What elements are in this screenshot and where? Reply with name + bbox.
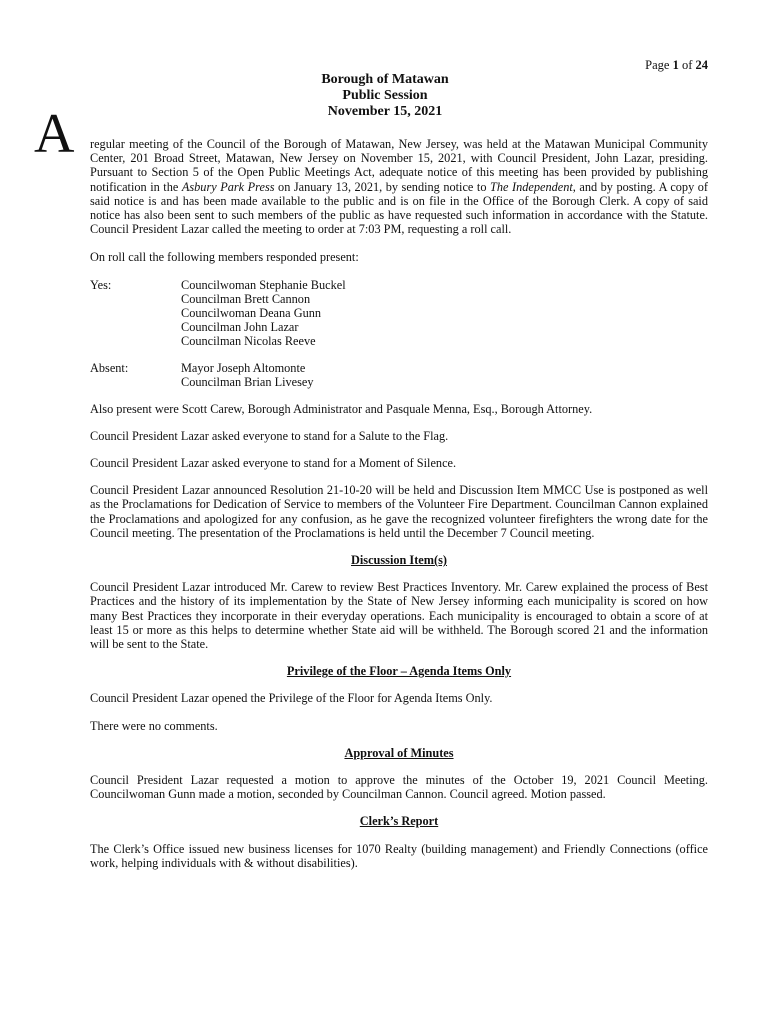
intro-paragraph: regular meeting of the Council of the Borough of Matawan, New Jersey, was held at the Matawan Municipal Community Center, 201 Broad Street, Matawan, New Jersey on November 15, 2021, with Council President, John Lazar, presiding. Pursuant to Section 5 of the Open Public Meetings Act, adequate notice of this meeting has been provided by publishing notification in the Asbury Park Press on January 13, 2021, by sending notice to The Independent, and by posting. A copy of said notice is and has been made available to the public and is on file in the Office of the Borough Clerk. A copy of said notice has also been sent to such members of the public as have requested such information in accordance with the Statute. Council President Lazar called the meeting to order at 7:03 PM, requesting a roll call. xyxy=(90,137,709,237)
drop-cap: A xyxy=(34,103,75,165)
member-name: Councilman Brett Cannon xyxy=(181,291,311,306)
roll-yes-label: Yes: xyxy=(90,277,112,292)
roll-absent-names xyxy=(181,361,314,389)
member-name: Councilman Nicolas Reeve xyxy=(181,333,316,348)
member-name: Councilman John Lazar xyxy=(181,319,299,334)
title-line-2: Public Session xyxy=(342,88,428,103)
roll-absent xyxy=(90,361,708,389)
member-name: Councilwoman Deana Gunn xyxy=(181,305,322,320)
privilege-heading: Privilege of the Floor – Agenda Items Only xyxy=(286,664,512,679)
document-body xyxy=(90,137,708,883)
roll-yes-names xyxy=(181,278,346,348)
discussion-heading: Discussion Item(s) xyxy=(351,553,447,568)
resolution-paragraph: Council President Lazar announced Resolution 21-10-20 will be held and Discussion Item MMCC Use is postponed as well as the Proclamations for Dedication of Service to members of the Volunteer Fire Department. Councilman Cannon explained the Proclamations and apologized for any confusion, as he gave the recognized volunteer firefighters the wrong date for the Council meeting. The presentation of the Proclamations is held until the December 7 Council meeting. xyxy=(90,483,708,540)
minutes-heading: Approval of Minutes xyxy=(344,745,454,760)
member-name: Councilman Brian Livesey xyxy=(181,374,314,389)
page-number: Page 1 of 24 xyxy=(645,58,708,72)
roll-call-intro: On roll call the following members responded present: xyxy=(90,250,359,265)
member-name: Mayor Joseph Altomonte xyxy=(181,360,306,375)
minutes-paragraph: Council President Lazar requested a motion to approve the minutes of the October 19, 2021 Council Meeting. Councilwoman Gunn made a motion, seconded by Councilman Cannon. Council agreed. Motion passed. xyxy=(90,773,708,802)
clerk-heading: Clerk’s Report xyxy=(359,814,439,829)
roll-yes xyxy=(90,278,708,348)
member-name: Councilwoman Stephanie Buckel xyxy=(181,277,346,292)
also-present-paragraph: Also present were Scott Carew, Borough Administrator and Pasquale Menna, Esq., Borough Attorney. xyxy=(90,401,593,416)
discussion-paragraph: Council President Lazar introduced Mr. Carew to review Best Practices Inventory. Mr. Carew explained the process of Best Practices and the history of its implementation by the State of New Jersey informing each municipality is scored on how many Best Practices they incorporate in their everyday operations. Each municipality is encouraged to obtain a score of at least 15 or more as this helps to determine whether State aid will be withheld. The Borough scored 21 and the information will be sent to the State. xyxy=(90,580,708,652)
privilege-paragraph: Council President Lazar opened the Privilege of the Floor for Agenda Items Only. xyxy=(90,691,493,706)
document-title xyxy=(0,72,770,120)
title-line-1: Borough of Matawan xyxy=(321,72,449,87)
clerk-paragraph: The Clerk’s Office issued new business licenses for 1070 Realty (building management) and Friendly Connections (office work, helping individuals with & without disabilities). xyxy=(90,841,708,870)
no-comments-paragraph: There were no comments. xyxy=(90,718,218,733)
title-line-3: November 15, 2021 xyxy=(327,104,443,119)
roll-absent-label: Absent: xyxy=(90,360,129,375)
silence-paragraph: Council President Lazar asked everyone to stand for a Moment of Silence. xyxy=(90,456,457,471)
salute-paragraph: Council President Lazar asked everyone to stand for a Salute to the Flag. xyxy=(90,428,449,443)
